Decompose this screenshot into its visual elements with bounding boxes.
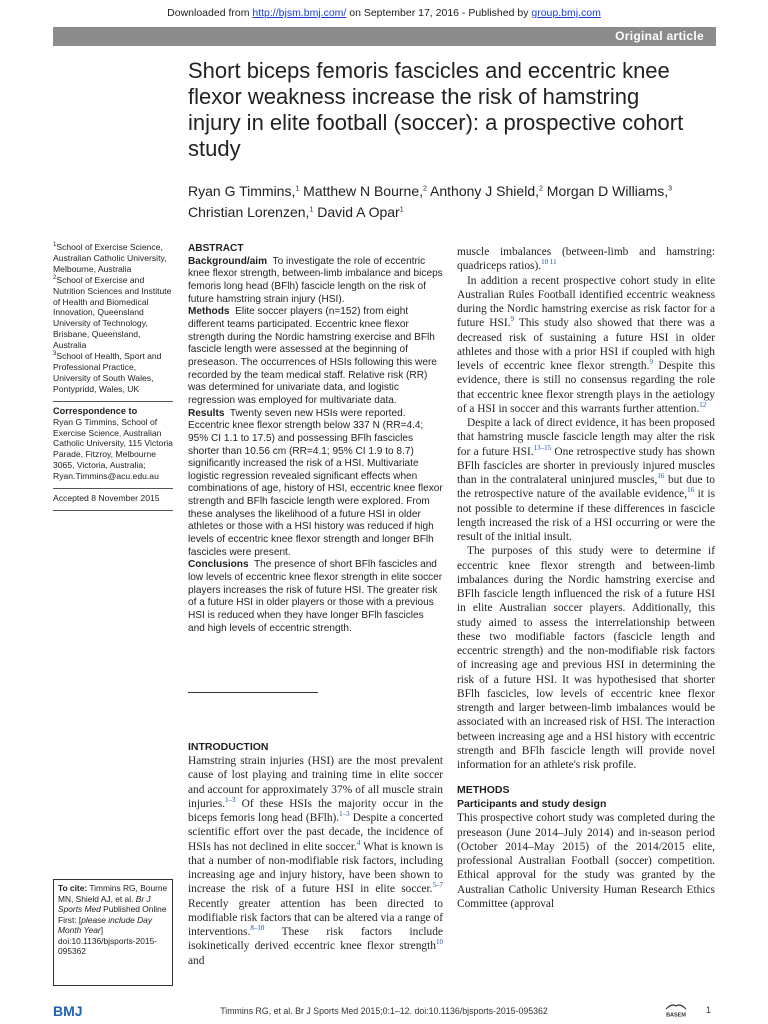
svg-text:BASEM: BASEM [666,1012,686,1018]
side-column [53,242,173,515]
introduction [188,741,443,968]
author-list [188,181,708,223]
bmj-logo: BMJ [53,1003,83,1019]
affiliation: $^3$School of Health, Sport and Professional Practice, University of South Wales, Pontypridd, Wales, UK [53,351,162,394]
basem-logo [662,1002,690,1018]
abstract-background: Background/aim To investigate the role of eccentric knee flexor strength, between-limb imbalance and biceps femoris long head (BFlh) fascicle length on the risk of future hamstring strain injury (HSI). [188,255,443,305]
affiliation: $^1$School of Exercise Science, Australian Catholic University, Melbourne, Australia [53,242,167,274]
article-title: Short biceps femoris fascicles and eccentric knee flexor weakness increase the risk of hamstring injury in elite football (soccer): a prospective cohort study [188,58,684,161]
affiliation: $^2$School of Exercise and Nutrition Sciences and Institute of Health and Biomedical Innovation, Queensland University of Technology, Brisbane, Queensland, Australia [53,274,172,351]
methods-subheading: Participants and study design [457,798,607,811]
abstract-results: Results Twenty seven new HSIs were reported. Eccentric knee flexor strength below 337 N (RR=4.4; 95% CI 1.1 to 17.5) and possessing BFlh fascicles shorter than 10.56 cm (RR=4.1; 95% CI 1.9 to 8.7) significantly increased the risk of a HSI. Multivariate logistic regression revealed significant effects when combinations of age, history of HSI, eccentric knee flexor strength and BFlh fascicle length were explored. From these analyses the likelihood of a future HSI in older athletes or those with a HSI history was reduced if high levels of eccentric knee flexor strength and longer BFlh fascicles were present. [188,407,443,558]
accepted-date: Accepted 8 November 2015 [53,493,160,504]
paragraph: The purposes of this study were to determine if eccentric knee flexor strength and between-limb imbalances during the Nordic hamstring exercise and BFlh fascicle length influenced the risk of a future HSI in elite Australian soccer players. Additionally, this study aimed to assess the interrelationship between these two modifiable factors (fascicle length and eccentric strength) and the non-modifiable risk factors of increasing age and previous HSI in determining the risk of a future HSI. It was hypothesised that shorter BFlh fascicles, low levels of eccentric knee flexor strength and larger between-limb imbalances would be associated with an increased risk of HSI. The interaction between increasing age and a HSI history with eccentric strength and BFlh fascicle length will provide novel information for an athlete's risk profile. [457,545,715,771]
download-notice: Downloaded from http://bjsm.bmj.com/ on September 17, 2016 - Published by group.bmj.com [167,7,601,19]
intro-heading: INTRODUCTION [188,741,269,753]
abstract-methods: Methods Elite soccer players (n=152) from eight different teams participated. Eccentric knee flexor strength during the Nordic hamstring exercise and BFlh fascicle length were assessed at the beginning of preseason. The occurrences of HSIs following this were recorded by the team medical staff. Relative risk (RR) was determined for univariate data, and logistic regression was employed for multivariate data. [188,306,437,406]
affiliations [53,242,173,395]
abstract-heading: ABSTRACT [188,243,244,254]
paragraph: muscle imbalances (between-limb and hamstring: quadriceps ratios).$^{10 11}$ [457,246,715,273]
correspondence: Correspondence to Ryan G Timmins, School of Exercise Science, Australian Catholic University, 115 Victoria Parade, Fitzroy, Melbourne 3065, Victoria, Australia; Ryan.Timmins@acu.edu.au [53,405,173,482]
author: Ryan G Timmins,$^1$ [188,183,300,199]
author: David A Opar$^1$ [317,204,404,220]
footer-citation: Timmins RG, et al. Br J Sports Med 2015;0:1–12. doi:10.1136/bjsports-2015-095362 [220,1006,548,1016]
abstract [188,243,443,635]
group-link[interactable]: group.bmj.com [531,7,601,19]
correspondence-heading: Correspondence to [53,405,138,416]
citation-box: To cite: Timmins RG, Bourne MN, Shield AJ, et al. Br J Sports Med Published Online First: [please include Day Month Year] doi:10.1136/bjsports-2015-095362 [53,879,173,986]
paragraph: Despite a lack of direct evidence, it has been proposed that hamstring muscle fascicle length may alter the risk for a future HSI.$^{13-15}$ One retrospective study has shown BFlh fascicles are shorter in previously injured muscles than in the contralateral uninjured muscles,$^{16}$ but due to the retrospective nature of the available evidence,$^{16}$ it is not possible to determine if these differences in fascicle length increased the risk of a HSI occurring or were the result of the initial insult. [457,417,716,543]
correspondence-email[interactable]: Ryan.Timmins@acu.edu.au [53,471,159,482]
author: Christian Lorenzen,$^1$ [188,204,314,220]
author: Anthony J Shield,$^2$ [430,183,543,199]
paragraph: In addition a recent prospective cohort study in elite Australian Rules Football identified eccentric weakness during the Nordic hamstring exercise as risk factor for a future HSI.$^9$ This study also showed that there was a decreased risk of sustaining a future HSI in older athletes and those with a prior HSI if coupled with high levels of eccentric knee flexor strength.$^9$ Despite this evidence, there is still no consensus regarding the role that eccentric knee flexor strength plays in the aetiology of a HSI in soccer and this warrants further attention.$^{12}$ [457,274,716,415]
author: Morgan D Williams,$^3$ [546,183,673,199]
author: Matthew N Bourne,$^2$ [303,183,427,199]
section-label: Original article [615,29,704,43]
bjsm-link[interactable]: http://bjsm.bmj.com/ [252,7,347,19]
section-band [53,27,716,46]
page-number: 1 [706,1005,712,1015]
paragraph: This prospective cohort study was completed during the preseason (June 2014–July 2014) and in-season period (October 2014–May 2015) of the 2014/2015 elite, professional Australian Football (soccer) competition. Ethical approval for the study was granted by the Australian Catholic University Human Research Ethics Committee (approval [457,812,715,910]
intro-text: Hamstring strain injuries (HSI) are the most prevalent cause of lost playing and training time in elite soccer and account for approximately 37% of all muscle strain injuries.$^{1-3}$ Of these HSIs the majority occur in the biceps femoris long head (BFlh).$^{1-3}$ Despite a concerted scientific effort over the past decade, the incidence of HSIs has not declined in elite soccer.$^4$ What is known is that a number of non-modifiable risk factors, including increasing age and injury history, have been shown to increase the risk of a future HSI in elite soccer.$^{5-7}$ Recently greater attention has been directed to modifiable risk factors that can be altered via a range of interventions.$^{8-10}$ These risk factors include isokinetically derived eccentric knee flexor strength$^{10}$ and [188,755,444,967]
abstract-rule [188,692,318,693]
abstract-conclusions: Conclusions The presence of short BFlh fascicles and low levels of eccentric knee flexor strength in elite soccer players increases the risk of future HSI. The greater risk of a future HSI in older players or those with a previous HSI is reduced when they have longer BFlh fascicles and high levels of eccentric strength. [188,559,443,634]
methods-heading: METHODS [457,784,510,797]
right-column [457,245,715,911]
